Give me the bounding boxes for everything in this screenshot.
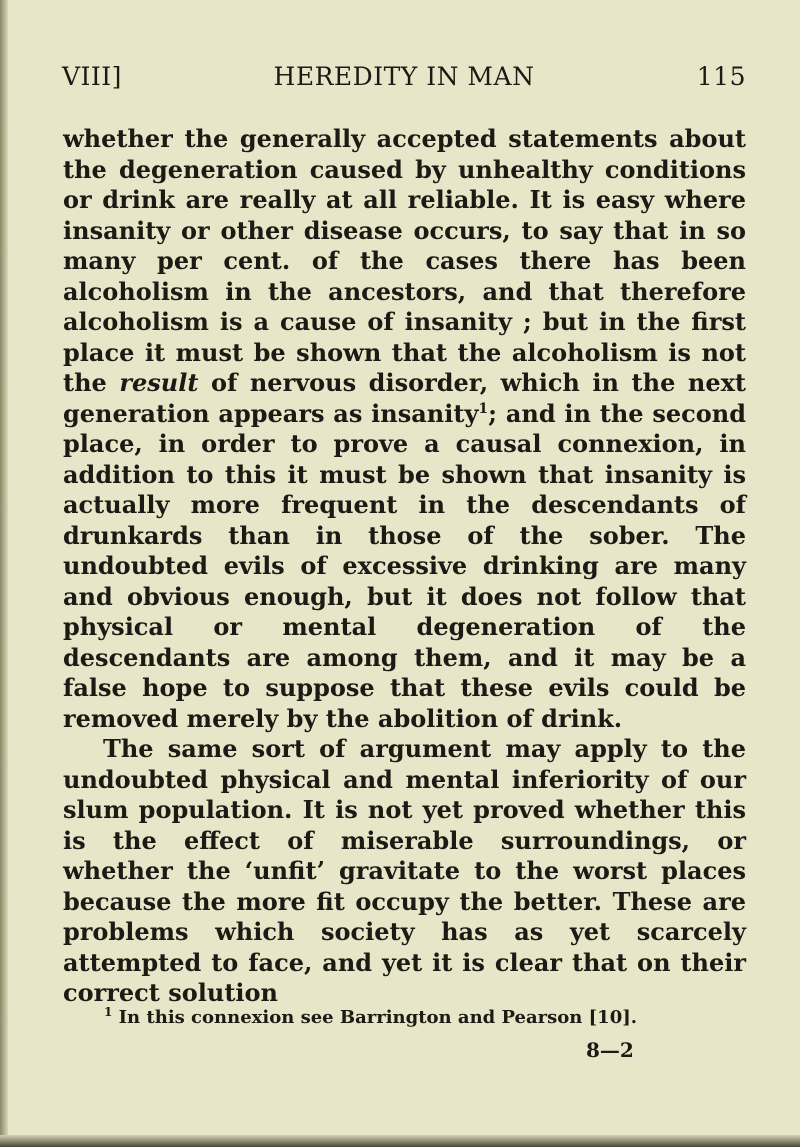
footnote-reference: 1 [478,400,489,417]
paragraph-1 [63,124,746,734]
footnote-marker: 1 [104,1005,113,1019]
paragraph-1-part-2: of nervous disorder, which in the next generation appears as insanity [63,368,746,428]
footnote-text: In this connexion see Barrington and Pearson [10]. [118,1007,638,1028]
paragraph-1-part-1: whether the generally accepted statements about the degeneration caused by unhealthy conditions or drink are really at all reliable. It is easy where insanity or other disease occurs, to say that in so many per cent. of the cases there has been alcoholism in the ancestors, and that therefore alcoholism is a cause of insanity ; but in the first place it must be shown that the alcoholism is not the [63,124,746,397]
footnote [104,1006,744,1030]
body-text [63,124,746,1009]
paragraph-1-part-3: ; and in the second place, in order to prove a causal connexion, in addition to this it must be shown that insanity is actually more frequent in the descendants of drunkards than in those of the sober. The undoubted evils of excessive drinking are many and obvious enough, but it does not follow that physical or mental degeneration of the descendants are among them, and it may be a false hope to suppose that these evils could be removed merely by the abolition of drink. [63,398,746,733]
page-edge-bottom [0,1135,800,1147]
chapter-marker: VIII] [62,62,122,91]
running-header [62,62,746,102]
running-title: HEREDITY IN MAN [273,62,535,91]
page-number: 115 [696,62,746,91]
page-edge-left [0,0,8,1147]
printer-signature: 8—2 [586,1038,634,1062]
italic-word-result: result [119,368,199,397]
paragraph-2: The same sort of argument may apply to the undoubted physical and mental inferiority of our slum population. It is not yet proved whether this is the effect of miserable surroundings, or whether the ‘unfit’ gravitate to the worst places because the more fit occupy the better. These are problems which society has as yet scarcely attempted to face, and yet it is clear that on their correct solution [63,734,746,1007]
